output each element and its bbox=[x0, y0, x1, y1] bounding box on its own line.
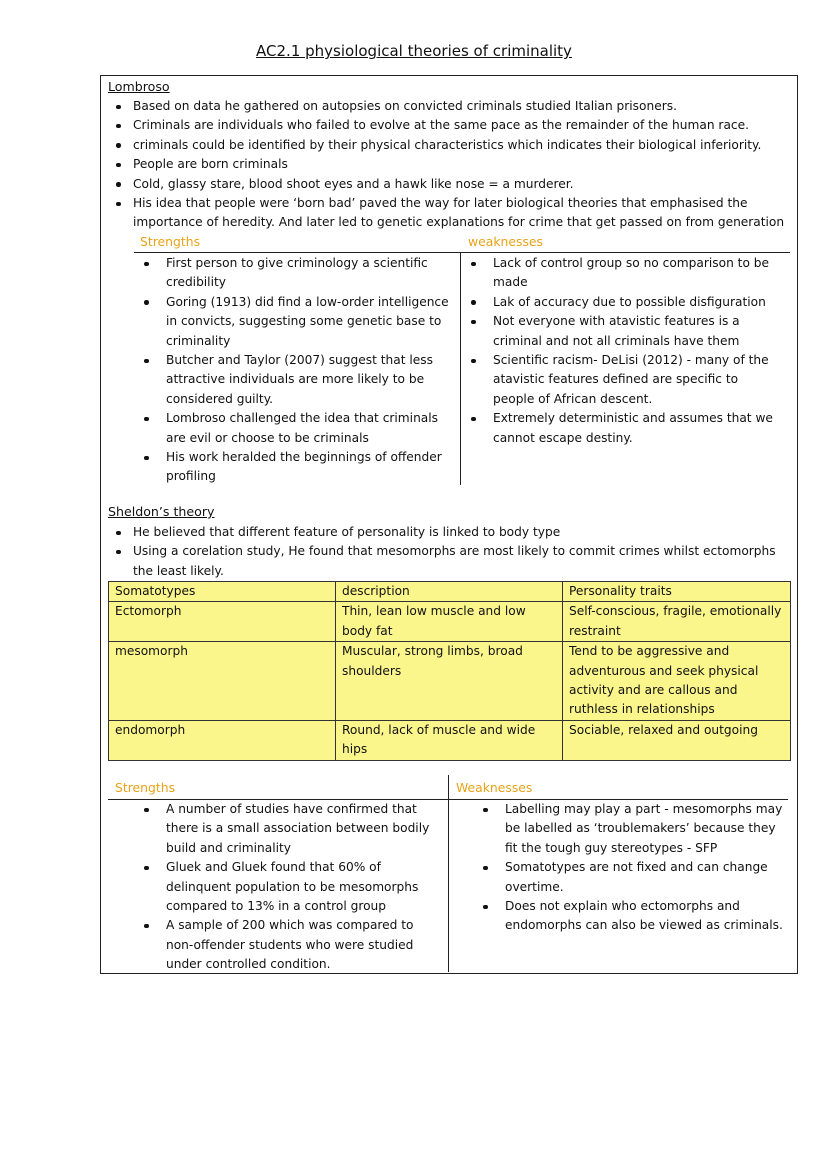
list-item: Scientific racism- DeLisi (2012) - many of the atavistic features defined are specific to people of African descent. bbox=[461, 351, 783, 409]
list-item: Based on data he gathered on autopsies on convicted criminals studied Italian prisoners. bbox=[108, 97, 790, 116]
table-cell: endomorph bbox=[109, 720, 336, 760]
list-item: His work heralded the beginnings of offender profiling bbox=[134, 448, 454, 487]
list-item: He believed that different feature of personality is linked to body type bbox=[108, 523, 790, 542]
sheldon-strengths bbox=[134, 800, 440, 975]
table-cell: Tend to be aggressive and adventurous and seek physical activity and are callous and ruthless in relationships bbox=[563, 642, 791, 721]
lombroso-divider bbox=[134, 252, 790, 253]
table-cell: Thin, lean low muscle and low body fat bbox=[336, 602, 563, 642]
list-item: Criminals are individuals who failed to evolve at the same pace as the remainder of the human race. bbox=[108, 116, 790, 135]
table-row bbox=[109, 720, 791, 760]
sheldon-strengths-label: Strengths bbox=[115, 780, 176, 795]
list-item: His idea that people were ‘born bad’ paved the way for later biological theories that emphasised the importance of heredity. And later led to genetic explanations for crime that get passed on from generation bbox=[108, 194, 790, 233]
lombroso-weaknesses bbox=[461, 254, 783, 448]
list-item: Gluek and Gluek found that 60% of delinquent population to be mesomorphs compared to 13% in a control group bbox=[134, 858, 440, 916]
list-item: Goring (1913) did find a low-order intelligence in convicts, suggesting some genetic base to criminality bbox=[134, 293, 454, 351]
table-header-row bbox=[109, 582, 791, 602]
list-item: First person to give criminology a scientific credibility bbox=[134, 254, 454, 293]
table-header: Personality traits bbox=[563, 582, 791, 602]
lombroso-points bbox=[108, 97, 790, 233]
list-item: Cold, glassy stare, blood shoot eyes and a hawk like nose = a murderer. bbox=[108, 175, 790, 194]
table-header: description bbox=[336, 582, 563, 602]
table-cell: Sociable, relaxed and outgoing bbox=[563, 720, 791, 760]
list-item: Butcher and Taylor (2007) suggest that less attractive individuals are more likely to be considered guilty. bbox=[134, 351, 454, 409]
list-item: Lombroso challenged the idea that criminals are evil or choose to be criminals bbox=[134, 409, 454, 448]
lombroso-strengths-label: Strengths bbox=[140, 234, 201, 249]
list-item: A number of studies have confirmed that there is a small association between bodily build and criminality bbox=[134, 800, 440, 858]
lombroso-weaknesses-label: weaknesses bbox=[468, 234, 543, 249]
somatotype-table bbox=[108, 581, 791, 761]
list-item: People are born criminals bbox=[108, 155, 790, 174]
list-item: Not everyone with atavistic features is a criminal and not all criminals have them bbox=[461, 312, 783, 351]
table-row bbox=[109, 602, 791, 642]
sheldon-weaknesses bbox=[473, 800, 791, 936]
table-cell: Ectomorph bbox=[109, 602, 336, 642]
sheldon-points bbox=[108, 523, 790, 581]
list-item: Lack of control group so no comparison to be made bbox=[461, 254, 783, 293]
list-item: A sample of 200 which was compared to non-offender students who were studied under controlled condition. bbox=[134, 916, 440, 974]
list-item: Does not explain who ectomorphs and endomorphs can also be viewed as criminals. bbox=[473, 897, 791, 936]
table-cell: Round, lack of muscle and wide hips bbox=[336, 720, 563, 760]
table-cell: mesomorph bbox=[109, 642, 336, 721]
table-cell: Self-conscious, fragile, emotionally restraint bbox=[563, 602, 791, 642]
lombroso-strengths bbox=[134, 254, 454, 487]
list-item: Labelling may play a part - mesomorphs may be labelled as ‘troublemakers’ because they fit the tough guy stereotypes - SFP bbox=[473, 800, 791, 858]
lombroso-heading: Lombroso bbox=[108, 79, 170, 94]
list-item: Lak of accuracy due to possible disfiguration bbox=[461, 293, 783, 312]
list-item: Using a corelation study, He found that mesomorphs are most likely to commit crimes whilst ectomorphs the least likely. bbox=[108, 542, 790, 581]
table-row bbox=[109, 642, 791, 721]
table-cell: Muscular, strong limbs, broad shoulders bbox=[336, 642, 563, 721]
list-item: Extremely deterministic and assumes that we cannot escape destiny. bbox=[461, 409, 783, 448]
list-item: Somatotypes are not fixed and can change overtime. bbox=[473, 858, 791, 897]
sheldon-heading: Sheldon’s theory bbox=[108, 504, 215, 519]
list-item: criminals could be identified by their physical characteristics which indicates their biological inferiority. bbox=[108, 136, 790, 155]
page-title: AC2.1 physiological theories of criminality bbox=[256, 42, 572, 60]
table-header: Somatotypes bbox=[109, 582, 336, 602]
sheldon-column-divider bbox=[448, 775, 449, 972]
sheldon-weaknesses-label: Weaknesses bbox=[456, 780, 533, 795]
